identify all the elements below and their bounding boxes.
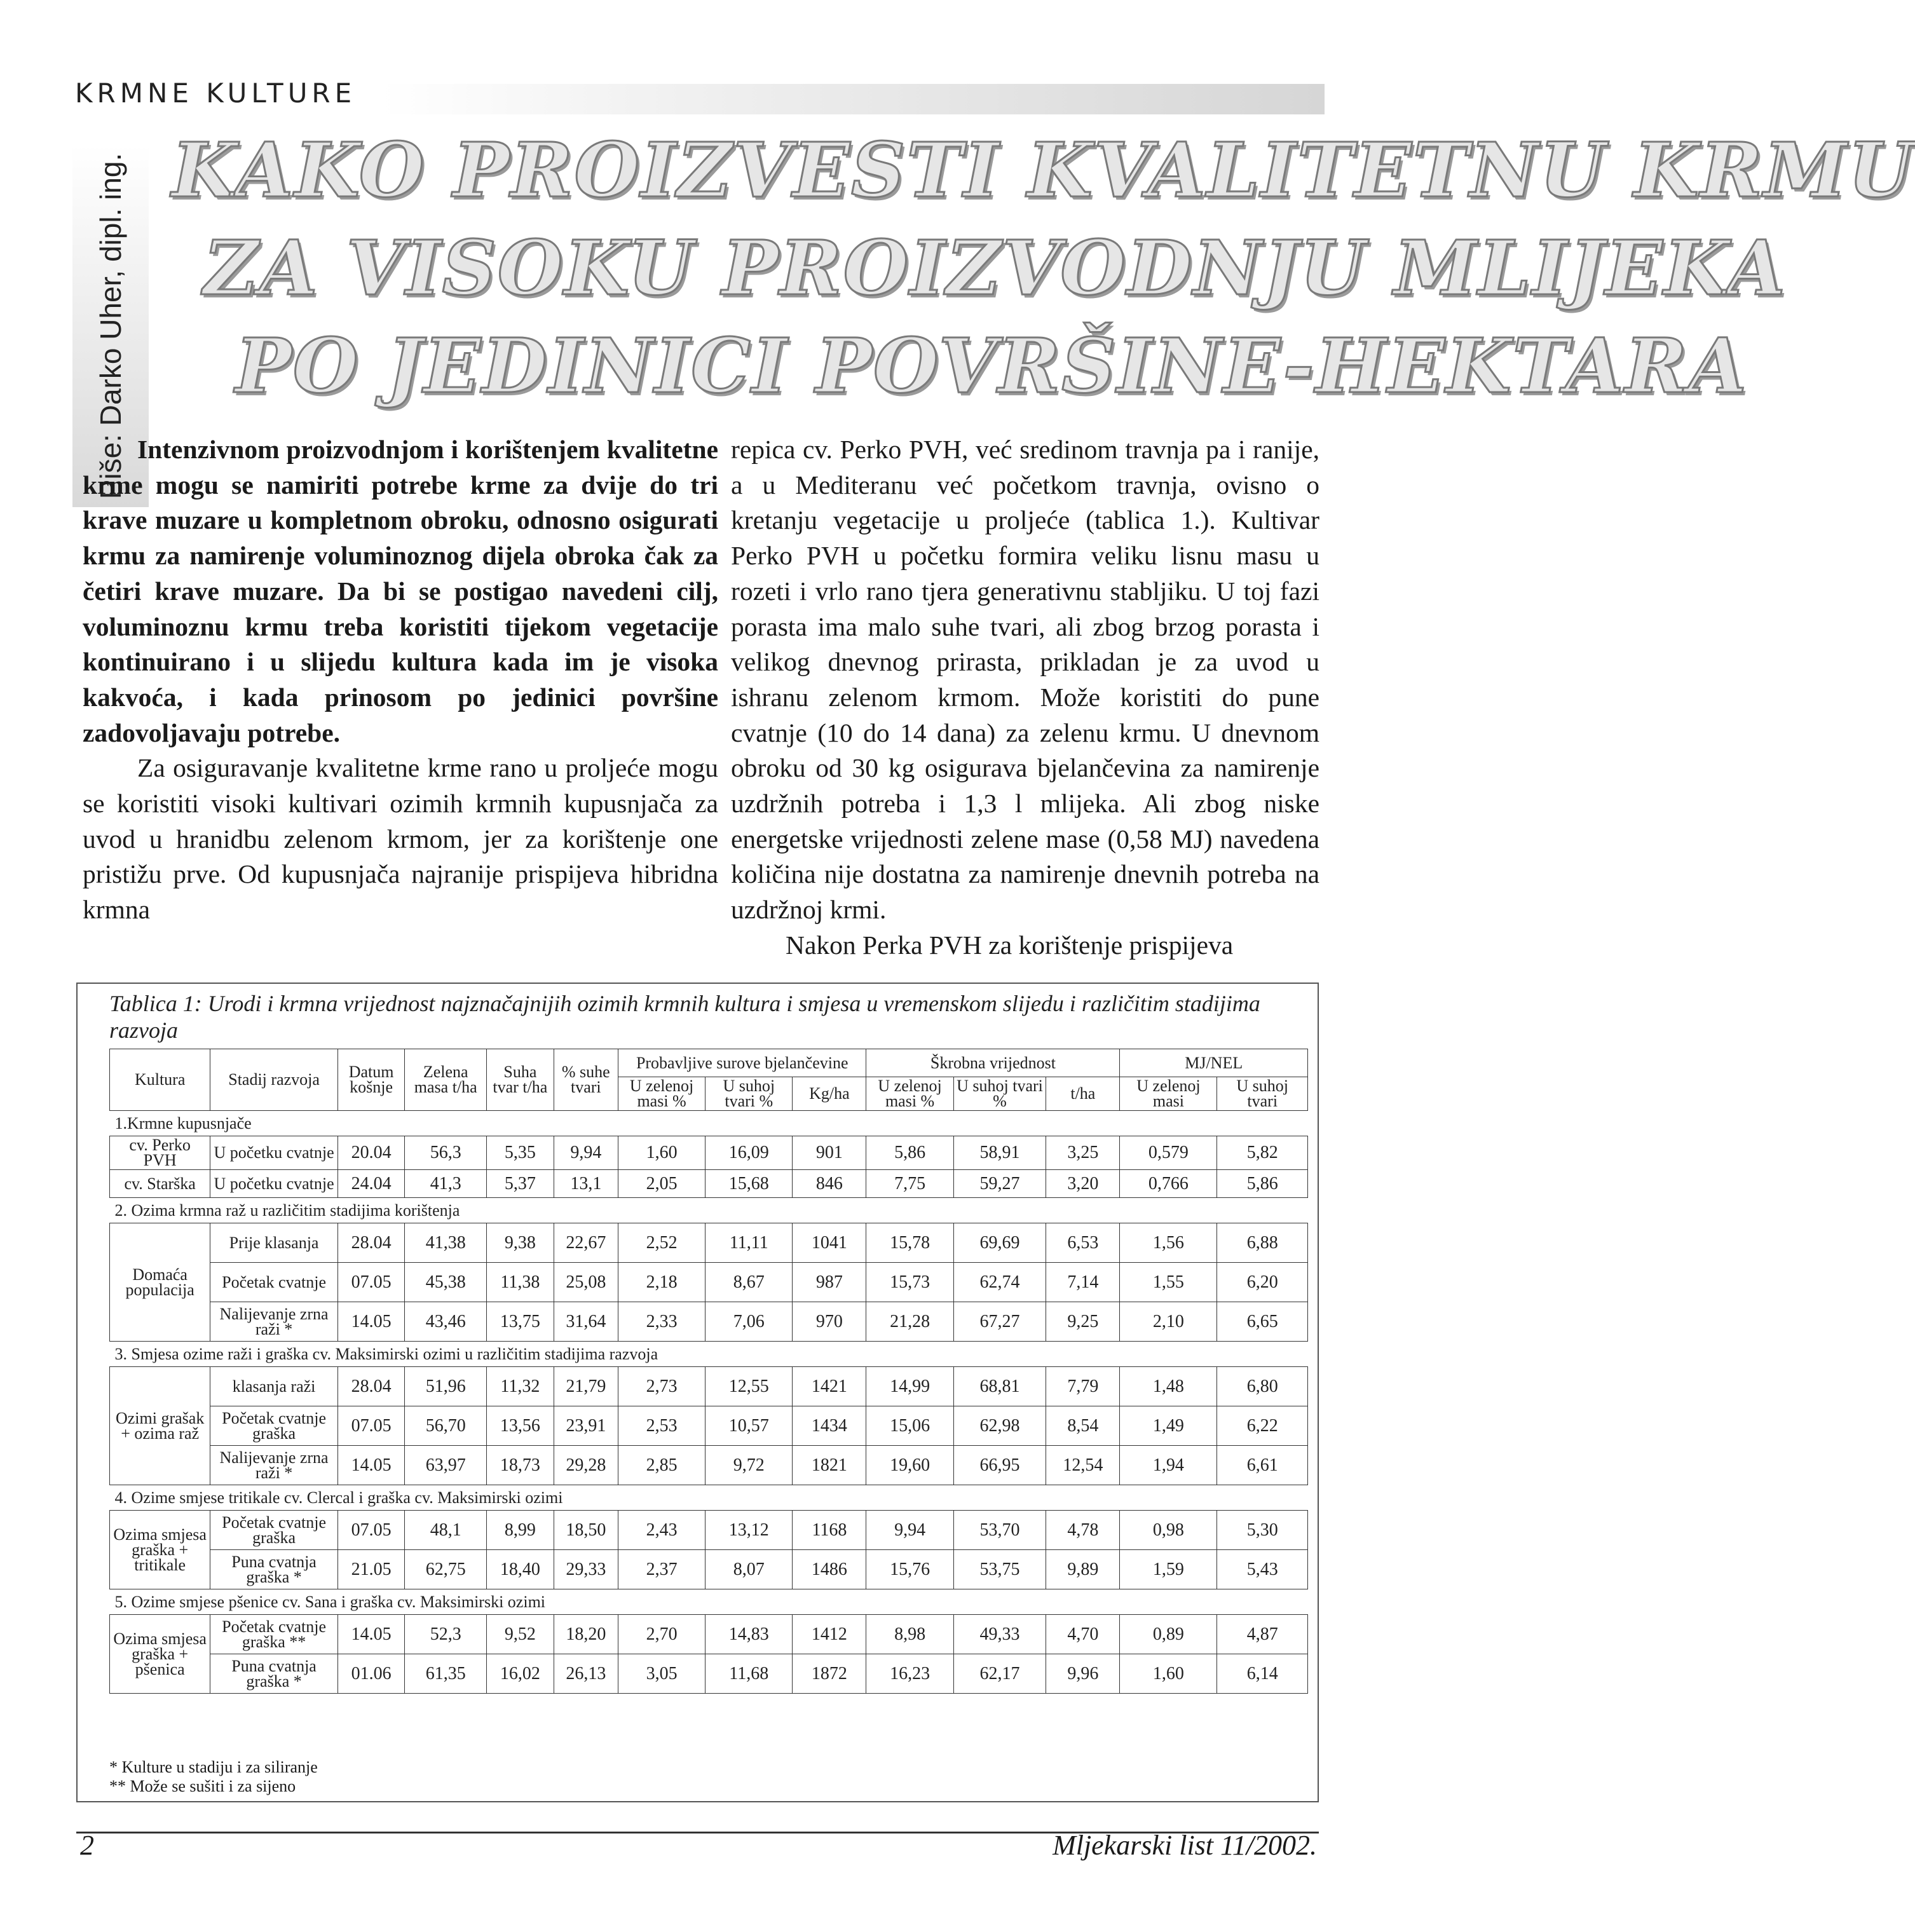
protein-dry-cell: 16,09 [705,1136,793,1170]
starch-tha-cell: 4,78 [1046,1511,1120,1550]
starch-green-cell: 15,06 [866,1406,953,1446]
protein-dry-cell: 14,83 [705,1615,793,1654]
subheader-u-suh-mj: U suhoj tvari [1217,1077,1308,1111]
dry-pct-cell: 29,28 [554,1446,618,1485]
date-cell: 21.05 [337,1550,405,1589]
starch-green-cell: 15,73 [866,1263,953,1302]
protein-kgha-cell: 1872 [793,1654,866,1694]
starch-tha-cell: 9,89 [1046,1550,1120,1589]
dry-matter-cell: 11,38 [487,1263,554,1302]
mj-green-cell: 0,766 [1120,1170,1217,1198]
subheader-u-suh: U suhoj tvari % [705,1077,793,1111]
protein-green-cell: 3,05 [618,1654,705,1694]
mj-dry-cell: 6,20 [1217,1263,1308,1302]
date-cell: 28.04 [337,1223,405,1263]
mj-green-cell: 1,55 [1120,1263,1217,1302]
dry-pct-cell: 25,08 [554,1263,618,1302]
table-row [110,1446,1308,1485]
green-mass-cell: 56,3 [405,1136,487,1170]
article-column-right [731,432,1319,963]
stage-cell: U početku cvatnje [210,1136,338,1170]
author-byline: Piše: Darko Uher, dipl. ing. [94,153,127,500]
dry-matter-cell: 5,37 [487,1170,554,1198]
starch-tha-cell: 8,54 [1046,1406,1120,1446]
mj-green-cell: 2,10 [1120,1302,1217,1342]
stage-cell: Početak cvatnje graška ** [210,1615,338,1654]
starch-green-cell: 21,28 [866,1302,953,1342]
protein-dry-cell: 15,68 [705,1170,793,1198]
protein-green-cell: 2,37 [618,1550,705,1589]
starch-tha-cell: 3,25 [1046,1136,1120,1170]
subheader-u-zel-mj: U zelenoj masi [1120,1077,1217,1111]
starch-dry-cell: 68,81 [953,1367,1046,1406]
footnote-silage: * Kulture u stadiju i za siliranje [109,1758,318,1776]
mj-dry-cell: 6,22 [1217,1406,1308,1446]
table-row [110,1550,1308,1589]
mj-dry-cell: 5,30 [1217,1511,1308,1550]
protein-kgha-cell: 1168 [793,1511,866,1550]
table-row [110,1170,1308,1198]
table-row [110,1654,1308,1694]
starch-dry-cell: 62,98 [953,1406,1046,1446]
protein-kgha-cell: 901 [793,1136,866,1170]
date-cell: 20.04 [337,1136,405,1170]
page-number: 2 [80,1830,94,1861]
stage-cell: Početak cvatnje graška [210,1406,338,1446]
starch-tha-cell: 6,53 [1046,1223,1120,1263]
article-column-left [83,432,718,928]
header-skrob: Škrobna vrijednost [866,1049,1120,1077]
starch-dry-cell: 67,27 [953,1302,1046,1342]
dry-matter-cell: 13,75 [487,1302,554,1342]
group-label: 3. Smjesa ozime raži i graška cv. Maksimirski ozimi u različitim stadijima razvoja [110,1342,1308,1367]
yield-table [109,1049,1308,1694]
mj-green-cell: 0,98 [1120,1511,1217,1550]
mj-green-cell: 1,94 [1120,1446,1217,1485]
protein-kgha-cell: 1041 [793,1223,866,1263]
date-cell: 24.04 [337,1170,405,1198]
dry-matter-cell: 16,02 [487,1654,554,1694]
protein-kgha-cell: 987 [793,1263,866,1302]
green-mass-cell: 43,46 [405,1302,487,1342]
protein-dry-cell: 8,07 [705,1550,793,1589]
protein-dry-cell: 12,55 [705,1367,793,1406]
stage-cell: klasanja raži [210,1367,338,1406]
starch-green-cell: 16,23 [866,1654,953,1694]
protein-green-cell: 2,73 [618,1367,705,1406]
starch-green-cell: 19,60 [866,1446,953,1485]
table-row [110,1367,1308,1406]
dry-pct-cell: 22,67 [554,1223,618,1263]
green-mass-cell: 52,3 [405,1615,487,1654]
protein-kgha-cell: 970 [793,1302,866,1342]
protein-kgha-cell: 1821 [793,1446,866,1485]
header-stadij: Stadij razvoja [210,1049,338,1111]
starch-green-cell: 5,86 [866,1136,953,1170]
protein-green-cell: 2,85 [618,1446,705,1485]
starch-green-cell: 15,76 [866,1550,953,1589]
stage-cell: Nalijevanje zrna raži * [210,1302,338,1342]
protein-kgha-cell: 846 [793,1170,866,1198]
dry-matter-cell: 13,56 [487,1406,554,1446]
starch-tha-cell: 7,79 [1046,1367,1120,1406]
starch-tha-cell: 3,20 [1046,1170,1120,1198]
green-mass-cell: 56,70 [405,1406,487,1446]
subheader-u-zel: U zelenoj masi % [618,1077,705,1111]
group-label: 5. Ozime smjese pšenice cv. Sana i graška cv. Maksimirski ozimi [110,1589,1308,1615]
green-mass-cell: 62,75 [405,1550,487,1589]
dry-pct-cell: 31,64 [554,1302,618,1342]
starch-tha-cell: 9,96 [1046,1654,1120,1694]
culture-cell: cv. Perko PVH [110,1136,210,1170]
dry-matter-cell: 11,32 [487,1367,554,1406]
mj-dry-cell: 6,14 [1217,1654,1308,1694]
dry-matter-cell: 18,73 [487,1446,554,1485]
dry-pct-cell: 26,13 [554,1654,618,1694]
starch-green-cell: 14,99 [866,1367,953,1406]
table-row [110,1302,1308,1342]
protein-dry-cell: 8,67 [705,1263,793,1302]
group-label: 2. Ozima krmna raž u različitim stadijima korištenja [110,1198,1308,1223]
protein-green-cell: 1,60 [618,1136,705,1170]
starch-dry-cell: 69,69 [953,1223,1046,1263]
dry-pct-cell: 29,33 [554,1550,618,1589]
culture-cell: Ozima smjesa graška + tritikale [110,1511,210,1589]
starch-dry-cell: 58,91 [953,1136,1046,1170]
date-cell: 07.05 [337,1511,405,1550]
mj-green-cell: 1,59 [1120,1550,1217,1589]
green-mass-cell: 45,38 [405,1263,487,1302]
culture-cell: Ozima smjesa graška + pšenica [110,1615,210,1694]
mj-dry-cell: 5,86 [1217,1170,1308,1198]
protein-kgha-cell: 1434 [793,1406,866,1446]
protein-green-cell: 2,18 [618,1263,705,1302]
header-datum: Datum košnje [337,1049,405,1111]
protein-dry-cell: 7,06 [705,1302,793,1342]
green-mass-cell: 41,3 [405,1170,487,1198]
header-suha: Suha tvar t/ha [487,1049,554,1111]
starch-green-cell: 9,94 [866,1511,953,1550]
starch-tha-cell: 7,14 [1046,1263,1120,1302]
table-row [110,1511,1308,1550]
journal-name: Mljekarski list 11/2002. [1053,1830,1317,1861]
dry-matter-cell: 8,99 [487,1511,554,1550]
dry-matter-cell: 9,38 [487,1223,554,1263]
stage-cell: U početku cvatnje [210,1170,338,1198]
starch-tha-cell: 12,54 [1046,1446,1120,1485]
green-mass-cell: 48,1 [405,1511,487,1550]
protein-dry-cell: 10,57 [705,1406,793,1446]
header-zelena: Zelena masa t/ha [405,1049,487,1111]
date-cell: 01.06 [337,1654,405,1694]
stage-cell: Puna cvatnja graška * [210,1654,338,1694]
section-label: KRMNE KULTURE [75,78,357,109]
date-cell: 14.05 [337,1446,405,1485]
stage-cell: Početak cvatnje [210,1263,338,1302]
article-title-line-1: KAKO PROIZVESTI KVALITETNU KRMU [172,126,1915,214]
mj-dry-cell: 6,65 [1217,1302,1308,1342]
protein-green-cell: 2,43 [618,1511,705,1550]
date-cell: 28.04 [337,1367,405,1406]
stage-cell: Početak cvatnje graška [210,1511,338,1550]
article-title-line-2: ZA VISOKU PROIZVODNJU MLIJEKA [203,224,1787,312]
date-cell: 14.05 [337,1302,405,1342]
protein-green-cell: 2,05 [618,1170,705,1198]
protein-green-cell: 2,52 [618,1223,705,1263]
stage-cell: Nalijevanje zrna raži * [210,1446,338,1485]
dry-pct-cell: 18,20 [554,1615,618,1654]
starch-tha-cell: 4,70 [1046,1615,1120,1654]
header-kultura: Kultura [110,1049,210,1111]
mj-green-cell: 1,60 [1120,1654,1217,1694]
green-mass-cell: 63,97 [405,1446,487,1485]
table-row [110,1263,1308,1302]
dry-pct-cell: 23,91 [554,1406,618,1446]
subheader-u-zel-skrob: U zelenoj masi % [866,1077,953,1111]
body-paragraph-1: Za osiguravanje kvalitetne krme rano u proljeće mogu se koristiti visoki kultivari ozimih krmnih kupusnjača za uvod u hranidbu zelenom krmom, jer za korištenje one pristižu prve. Od kupusnjača najranije prispijeva hibridna krmna [83,753,718,925]
starch-dry-cell: 62,17 [953,1654,1046,1694]
mj-dry-cell: 5,43 [1217,1550,1308,1589]
mj-dry-cell: 4,87 [1217,1615,1308,1654]
subheader-u-suh-skrob: U suhoj tvari % [953,1077,1046,1111]
culture-cell: Ozimi grašak + ozima raž [110,1367,210,1485]
table-frame [76,983,1319,1802]
starch-green-cell: 15,78 [866,1223,953,1263]
green-mass-cell: 61,35 [405,1654,487,1694]
starch-green-cell: 7,75 [866,1170,953,1198]
table-caption: Tablica 1: Urodi i krmna vrijednost najznačajnijih ozimih krmnih kultura i smjesa u vremenskom slijedu i različitim stadijima razvoja [109,991,1260,1043]
stage-cell: Prije klasanja [210,1223,338,1263]
protein-kgha-cell: 1486 [793,1550,866,1589]
mj-green-cell: 0,579 [1120,1136,1217,1170]
starch-dry-cell: 53,75 [953,1550,1046,1589]
starch-dry-cell: 62,74 [953,1263,1046,1302]
dry-pct-cell: 18,50 [554,1511,618,1550]
protein-green-cell: 2,53 [618,1406,705,1446]
starch-tha-cell: 9,25 [1046,1302,1120,1342]
footnote-hay: ** Može se sušiti i za sijeno [109,1777,296,1795]
protein-kgha-cell: 1421 [793,1367,866,1406]
dry-pct-cell: 21,79 [554,1367,618,1406]
mj-dry-cell: 6,80 [1217,1367,1308,1406]
mj-dry-cell: 6,61 [1217,1446,1308,1485]
starch-dry-cell: 53,70 [953,1511,1046,1550]
dry-pct-cell: 9,94 [554,1136,618,1170]
green-mass-cell: 51,96 [405,1367,487,1406]
date-cell: 07.05 [337,1406,405,1446]
header-pct: % suhe tvari [554,1049,618,1111]
starch-green-cell: 8,98 [866,1615,953,1654]
table-row [110,1615,1308,1654]
header-shade-bar [381,84,1325,114]
mj-dry-cell: 5,82 [1217,1136,1308,1170]
culture-cell: cv. Starška [110,1170,210,1198]
table-row [110,1406,1308,1446]
date-cell: 14.05 [337,1615,405,1654]
dry-matter-cell: 9,52 [487,1615,554,1654]
header-prob: Probavljive surove bjelančevine [618,1049,866,1077]
group-label: 4. Ozime smjese tritikale cv. Clercal i graška cv. Maksimirski ozimi [110,1485,1308,1511]
protein-green-cell: 2,70 [618,1615,705,1654]
dry-matter-cell: 5,35 [487,1136,554,1170]
protein-dry-cell: 13,12 [705,1511,793,1550]
starch-dry-cell: 59,27 [953,1170,1046,1198]
dry-pct-cell: 13,1 [554,1170,618,1198]
mj-green-cell: 1,48 [1120,1367,1217,1406]
protein-dry-cell: 9,72 [705,1446,793,1485]
mj-green-cell: 1,56 [1120,1223,1217,1263]
stage-cell: Puna cvatnja graška * [210,1550,338,1589]
mj-green-cell: 1,49 [1120,1406,1217,1446]
protein-dry-cell: 11,68 [705,1654,793,1694]
date-cell: 07.05 [337,1263,405,1302]
protein-green-cell: 2,33 [618,1302,705,1342]
mj-dry-cell: 6,88 [1217,1223,1308,1263]
header-mj: MJ/NEL [1120,1049,1308,1077]
starch-dry-cell: 66,95 [953,1446,1046,1485]
table-footnotes [109,1758,318,1796]
subheader-kgha: Kg/ha [793,1077,866,1111]
group-label: 1.Krmne kupusnjače [110,1111,1308,1136]
green-mass-cell: 41,38 [405,1223,487,1263]
starch-dry-cell: 49,33 [953,1615,1046,1654]
table-row [110,1136,1308,1170]
subheader-tha: t/ha [1046,1077,1120,1111]
body-paragraph-3: Nakon Perka PVH za korištenje prispijeva [786,930,1234,960]
body-paragraph-2: repica cv. Perko PVH, već sredinom travnja pa i ranije, a u Mediteranu već početkom travnja, ovisno o kretanju vegetacije u proljeće (tablica 1.). Kultivar Perko PVH u početku formira veliku lisnu masu u rozeti i vrlo rano tjera generativnu stabljiku. U toj fazi porasta ima malo suhe tvari, ali zbog brzog porasta i velikog dnevnog prirasta, prikladan je za uvod u ishranu zelenom krmom. Može koristiti do pune cvatnje (10 do 14 dana) za zelenu krmu. U dnevnom obroku od 30 kg osigurava bjelančevina za namirenje uzdržnih potreba i 1,3 l mlijeka. Ali zbog niske energetske vrijednosti zelene mase (0,58 MJ) navedena količina nije dostatna za namirenje dnevnih potreba na uzdržnoj krmi. [731,435,1319,925]
dry-matter-cell: 18,40 [487,1550,554,1589]
lead-paragraph: Intenzivnom proizvodnjom i korištenjem kvalitetne krme mogu se namiriti potrebe krme za dvije do tri krave muzare u kompletnom obroku, odnosno osigurati krmu za namirenje voluminoznog dijela obroka čak za četiri krave muzare. Da bi se postigao navedeni cilj, voluminoznu krmu treba koristiti tijekom vegetacije kontinuirano i u slijedu kultura kada im je visoka kakvoća, i kada prinosom po jedinici površine zadovoljavaju potrebe. [83,435,718,747]
protein-kgha-cell: 1412 [793,1615,866,1654]
protein-dry-cell: 11,11 [705,1223,793,1263]
mj-green-cell: 0,89 [1120,1615,1217,1654]
article-title-line-3: PO JEDINICI POVRŠINE-HEKTARA [235,322,1748,410]
culture-cell: Domaća populacija [110,1223,210,1342]
table-row [110,1223,1308,1263]
